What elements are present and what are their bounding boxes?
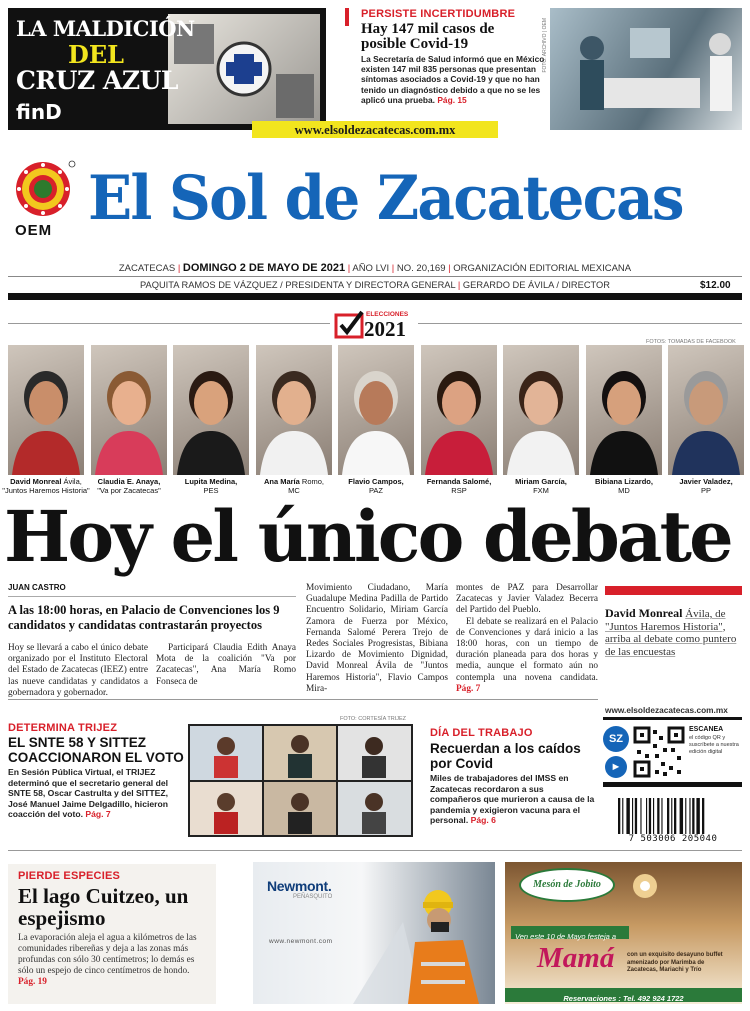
candidate-caption — [166, 477, 256, 495]
candidate-photo — [173, 345, 249, 475]
candidate-party: MC — [288, 486, 300, 495]
portrait-icon — [338, 345, 414, 475]
barcode-number: 7 503006 205040 — [628, 834, 718, 844]
cuitzeo-headline: El lago Cuitzeo, un espejismo — [18, 884, 189, 930]
scan-title: ESCANEA — [689, 726, 724, 733]
masthead-title[interactable]: El Sol de Zacatecas — [88, 162, 683, 234]
snte-body-text: En Sesión Pública Virtual, el TRIJEZ determinó que el secretario general del SNTE 58, Oscar Castrulta y del SITTEZ, José Manuel Jaime Delgadillo, hicieron coacción del voto. — [8, 767, 168, 820]
candidate-name-line — [331, 477, 421, 486]
candidate-caption — [414, 477, 504, 495]
meta-director: GERARDO DE ÁVILA / DIRECTOR — [462, 280, 610, 290]
candidate-name-line — [496, 477, 586, 486]
trabajo-headline: Recuerdan a los caídos por Covid — [430, 741, 581, 771]
barcode-bar — [653, 798, 654, 834]
price: $12.00 — [700, 280, 731, 291]
promo-line2: DEL — [68, 40, 124, 69]
meta-president: PAQUITA RAMOS DE VÁZQUEZ / PRESIDENTA Y DIRECTORA GENERAL — [140, 280, 456, 290]
candidate-caption — [496, 477, 586, 495]
barcode-bar — [692, 798, 694, 834]
candidate-photo — [91, 345, 167, 475]
candidate-name-line — [661, 477, 750, 486]
candidate-name-line — [579, 477, 669, 486]
meta-sep: | — [177, 263, 183, 274]
elections-year: 2021 — [364, 317, 406, 341]
meson-logo — [519, 868, 615, 902]
candidate-name: Miriam García, — [515, 477, 567, 486]
trabajo-body — [430, 773, 596, 826]
portrait-icon — [421, 345, 497, 475]
meta-sep: | — [457, 280, 463, 290]
candidate-name-line — [249, 477, 339, 486]
candidate-name: Fernanda Salomé, — [426, 477, 492, 486]
website-url: www.elsoldezacatecas.com.mx — [294, 123, 456, 137]
candidate-party: PP — [700, 486, 711, 495]
candidate-caption — [84, 477, 174, 495]
meta-date: DOMINGO 2 DE MAYO DE 2021 — [182, 262, 346, 274]
meson-brand: Mesón de Jobito — [533, 879, 601, 890]
portrait-icon — [173, 345, 249, 475]
promo-cruz-azul[interactable] — [8, 8, 326, 130]
sidebar-text: Ávila, de "Juntos Haremos Historia", arriba al debate como puntero de las encuestas — [605, 608, 737, 658]
bottom-rule — [8, 850, 742, 851]
candidate-name: David Monreal — [10, 477, 62, 486]
candidate-party: RSP — [451, 486, 467, 495]
masthead-rule — [8, 276, 742, 277]
cuitzeo-body — [18, 933, 206, 988]
barcode-bar — [635, 798, 637, 834]
candidate-photo — [668, 345, 744, 475]
barcode-bar — [661, 798, 662, 834]
meson-reservations-bar — [505, 988, 742, 1002]
main-deck: A las 18:00 horas, en Palacio de Convenciones los 9 candidatos y candidatas contrastarán proyectos — [8, 603, 280, 632]
elections-label: ELECCIONES — [366, 311, 409, 318]
candidate-party: "Juntos Haremos Historia" — [2, 486, 90, 495]
candidate-name-line — [84, 477, 174, 486]
trabajo-body-text: Miles de trabajadores del IMSS en Zacatecas recordaron a sus compañeros que murieron a causa de la pandemia y exigieron vacuna para el personal. — [430, 773, 595, 826]
candidate-photo — [8, 345, 84, 475]
candidate-party: FXM — [533, 486, 549, 495]
ballot-check-icon — [334, 309, 366, 341]
promo-line3: CRUZ AZUL — [16, 66, 178, 95]
candidate-caption — [1, 477, 91, 495]
candidate-name: Ana María — [263, 477, 300, 486]
candidate-name-line — [414, 477, 504, 486]
byline-rule — [8, 596, 296, 597]
trabajo-kicker: DÍA DEL TRABAJO — [430, 727, 533, 739]
covid-photo — [542, 8, 742, 130]
hospital-photo-icon — [550, 8, 742, 130]
masthead-meta1 — [0, 262, 750, 274]
main-col4-a: montes de PAZ para Desarrollar Zacatecas y Javier Valadez Becerra del Partido del Pueblo. — [456, 583, 598, 616]
candidate-caption — [249, 477, 339, 495]
portrait-icon — [668, 345, 744, 475]
video-call-grid-icon — [188, 724, 413, 837]
main-headline[interactable]: Hoy el único debate — [4, 495, 731, 578]
meson-invite-box — [511, 926, 629, 939]
byline: JUAN CASTRO — [8, 583, 66, 592]
candidate-caption — [331, 477, 421, 495]
barcode-bar — [649, 798, 651, 834]
covid-red-rule — [345, 8, 349, 26]
snte-photo — [188, 724, 413, 837]
covid-teaser[interactable] — [345, 8, 545, 123]
portrait-icon — [8, 345, 84, 475]
cuitzeo-page-ref: Pág. 19 — [18, 977, 47, 987]
barcode-bar — [622, 798, 623, 834]
newmont-brand: Newmont. — [267, 878, 332, 894]
portrait-icon — [256, 345, 332, 475]
newmont-url: www.newmont.com — [269, 938, 333, 945]
candidate-name: Lupita Medina, — [184, 477, 238, 486]
meson-ad[interactable] — [505, 862, 742, 1004]
barcode-bar — [696, 798, 699, 834]
covid-body — [361, 54, 545, 105]
sidebar-quote — [605, 607, 745, 658]
cuitzeo-story[interactable] — [8, 864, 216, 1004]
masthead-thick-rule — [8, 293, 742, 300]
main-col4-b — [456, 617, 598, 695]
snte-page-ref: Pág. 7 — [85, 809, 111, 820]
cuitzeo-body-text: La evaporación aleja el agua a kilómetros de las comunidades ribereñas y deja a las zonas más profundas con sólo 30 centímetros; lo demás es sólo un espejo de cinco centímetros de hondo. — [18, 933, 197, 976]
covid-headline: Hay 147 mil casos de posible Covid-19 — [361, 21, 495, 52]
candidate-party: PES — [203, 486, 219, 495]
newmont-ad[interactable] — [253, 862, 495, 1004]
find-logo-text: finD — [16, 100, 62, 124]
portrait-icon — [91, 345, 167, 475]
candidate-name-line — [1, 477, 91, 486]
sidebar-name: David Monreal — [605, 606, 683, 620]
meta-number: NO. 20,169 — [396, 263, 446, 274]
candidate-photo — [256, 345, 332, 475]
barcode-bar — [689, 798, 690, 834]
miner-photo-icon — [253, 862, 495, 1004]
cuitzeo-kicker: PIERDE ESPECIES — [18, 870, 121, 882]
candidate-photo — [338, 345, 414, 475]
promo-mid-rule — [603, 782, 742, 787]
barcode-bar — [680, 798, 683, 834]
trabajo-page-ref: Pág. 6 — [470, 815, 496, 826]
promo-box — [603, 700, 742, 848]
candidate-name-suffix: Romo, — [299, 477, 325, 486]
meta-sep: | — [448, 263, 454, 274]
qr-code-icon[interactable] — [633, 726, 685, 778]
meta-org: ORGANIZACIÓN EDITORIAL MEXICANA — [453, 263, 632, 274]
barcode-bar — [685, 798, 686, 834]
candidate-caption — [661, 477, 750, 495]
barcode-bar — [667, 798, 669, 834]
candidate-party: PAZ — [368, 486, 384, 495]
sz-logo-icon: SZ — [603, 726, 629, 752]
snte-headline: EL SNTE 58 Y SITTEZ COACCIONARON EL VOTO — [8, 735, 184, 765]
barcode-bar — [632, 798, 633, 834]
elections-logo — [330, 307, 418, 343]
covid-body-text: La Secretaría de Salud informó que en México existen 147 mil 835 personas que presentan síntomas asociados a Covid-19 y que no han tenido un diagnóstico debido a que no se les aplicó una prueba. — [361, 54, 545, 105]
main-col2: Participará Claudia Edith Anaya Mota de la coalición "Va por Zacatecas", Ana María Romo Fonseca de — [156, 643, 296, 687]
section-rule — [8, 699, 598, 700]
meta-city: ZACATECAS — [118, 263, 176, 274]
barcode-bar — [640, 798, 641, 834]
speaker-icon: ► — [605, 756, 627, 778]
snte-photo-credit: FOTO: CORTESÍA TRIJEZ — [340, 716, 407, 722]
candidate-name: Javier Valadez, — [679, 477, 733, 486]
candidate-photo — [421, 345, 497, 475]
meson-mama: Mamá — [537, 942, 615, 974]
website-banner[interactable] — [252, 121, 498, 138]
meson-invite: Ven este 10 de Mayo festeja a — [515, 932, 617, 941]
masthead-meta2 — [0, 280, 750, 290]
promo-line1: LA MALDICIÓN — [16, 16, 195, 41]
main-col4-b-text: El debate se realizará en el Palacio de Convenciones y dará inicio a las 18:00 horas, con un tiempo de duración planeada para dos horas y media, aunque el formato aún no contempla una novena candidata. — [456, 616, 598, 683]
chandelier-icon — [615, 866, 675, 906]
candidate-name: Bibiana Lizardo, — [595, 477, 653, 486]
candidate-name: Flavio Campos, — [348, 477, 404, 486]
find-logo — [16, 100, 62, 124]
meta-sep: | — [391, 263, 397, 274]
barcode-bar — [626, 798, 629, 834]
newmont-sub: PEÑASQUITO — [293, 894, 333, 900]
barcode-bar — [674, 798, 676, 834]
barcode-icon — [618, 798, 728, 834]
barcode-bar — [646, 798, 647, 834]
barcode-bar — [618, 798, 620, 834]
barcode-bar — [657, 798, 659, 834]
candidate-photo — [586, 345, 662, 475]
sidebar-red-bar — [605, 586, 742, 595]
main-col4 — [456, 583, 598, 695]
meson-reservations: Reservaciones : Tel. 492 924 1722 — [563, 994, 684, 1003]
candidate-party: MD — [618, 486, 630, 495]
trabajo-story[interactable] — [430, 727, 596, 826]
candidate-party: "Va por Zacatecas" — [97, 486, 161, 495]
portrait-icon — [586, 345, 662, 475]
main-col1: Hoy se llevará a cabo el único debate organizado por el Instituto Electoral del Estado de Zacatecas (IEEZ) entre las nueve candidatas y candidatos a gobernadora y gobernador. — [8, 643, 148, 698]
scan-text: el código QR y suscríbete a nuestra edición digital — [689, 735, 739, 755]
oem-logo-text: OEM — [15, 222, 53, 239]
meta-year: AÑO LVI — [352, 263, 390, 274]
covid-page-ref: Pág. 15 — [437, 94, 467, 105]
snte-body — [8, 767, 188, 820]
snte-kicker: DETERMINA TRIJEZ — [8, 722, 118, 734]
snte-story[interactable] — [8, 722, 188, 820]
barcode-bar — [702, 798, 704, 834]
candidate-name-suffix: Ávila, — [61, 477, 82, 486]
oem-logo[interactable] — [10, 158, 78, 242]
candidate-photo — [503, 345, 579, 475]
barcode-bar — [671, 798, 672, 834]
meta-sep: | — [347, 263, 353, 274]
candidate-name-line — [166, 477, 256, 486]
candidate-name: Claudia E. Anaya, — [97, 477, 161, 486]
portrait-icon — [503, 345, 579, 475]
covid-photo-credit: FOTO: ARCHIVO | OEM — [542, 18, 548, 73]
main-page-ref: Pág. 7 — [456, 683, 481, 694]
covid-kicker: PERSISTE INCERTIDUMBRE — [361, 8, 516, 20]
meson-detail: con un exquisito desayuno buffet amenizado por Marimba de Zacatecas, Mariachi y Trío — [627, 952, 723, 973]
promo-url-rule — [603, 717, 742, 720]
promo-url[interactable]: www.elsoldezacatecas.com.mx — [605, 705, 728, 715]
main-col3: Movimiento Ciudadano, María Guadalupe Medina Padilla de Partido Encuentro Solidario, Miriam García Zamora de Fuerza por México, Fernanda Salomé Perera Trejo de Redes Sociales Progresistas, Bibiana Lizardo de Movimiento Dignidad, David Monreal Ávila de "Juntos Haremos Historia", Flavio Campos Mira- — [306, 583, 448, 694]
candidate-caption — [579, 477, 669, 495]
candidates-photo-credit: FOTOS: TOMADAS DE FACEBOOK — [646, 339, 736, 345]
